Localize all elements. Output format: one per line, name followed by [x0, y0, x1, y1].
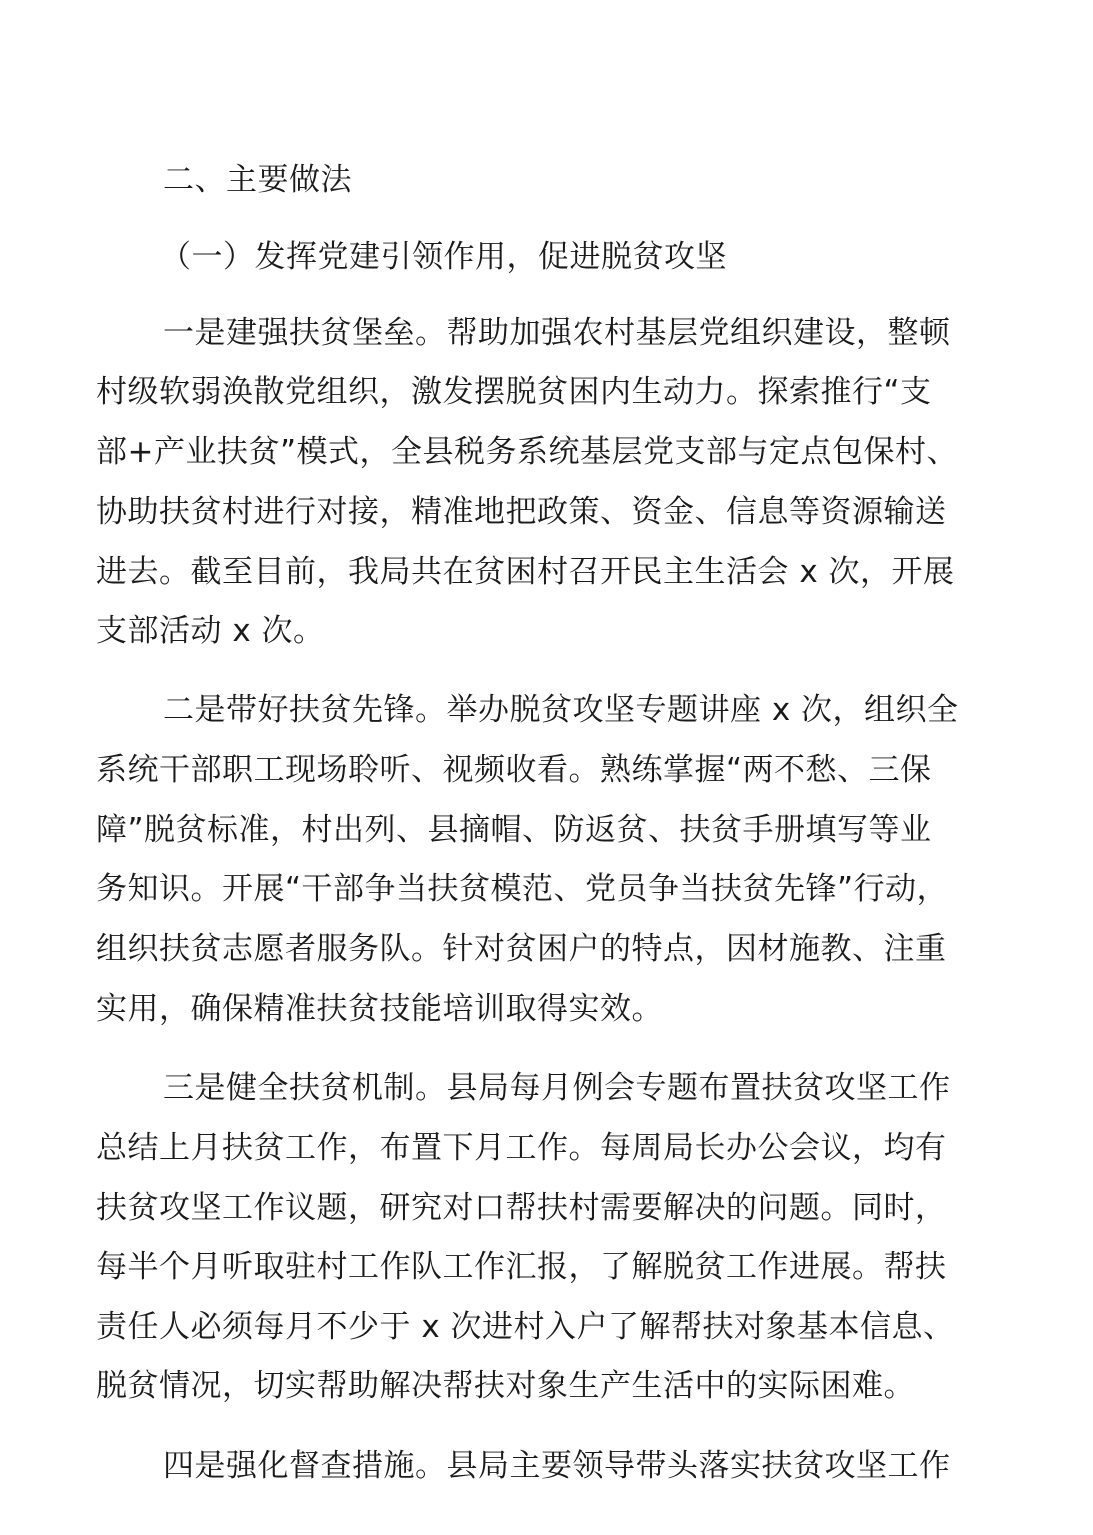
paragraph-line: 部+产业扶贫”模式，全县税务系统基层党支部与定点包保村、: [96, 434, 959, 470]
paragraph-line: 总结上月扶贫工作，布置下月工作。每周局长办公会议，均有: [96, 1130, 947, 1166]
paragraph-line: 二是带好扶贫先锋。举办脱贫攻坚专题讲座 x 次，组织全: [163, 692, 959, 728]
paragraph-line: 三是健全扶贫机制。县局每月例会专题布置扶贫攻坚工作: [163, 1070, 951, 1106]
paragraph-line: 脱贫情况，切实帮助解决帮扶对象生产生活中的实际困难。: [96, 1368, 915, 1404]
paragraph-line: 一是建强扶贫堡垒。帮助加强农村基层党组织建设，整顿: [163, 315, 951, 351]
paragraph-line: 障”脱贫标准，村出列、县摘帽、防返贫、扶贫手册填写等业: [96, 812, 932, 848]
paragraph-line: 系统干部职工现场聆听、视频收看。熟练掌握“两不愁、三保: [96, 752, 932, 788]
subsection-heading: （一）发挥党建引领作用，促进脱贫攻坚: [160, 239, 727, 275]
section-heading: 二、主要做法: [163, 162, 352, 198]
paragraph-line: 责任人必须每月不少于 x 次进村入户了解帮扶对象基本信息、: [96, 1309, 955, 1345]
paragraph-line: 村级软弱涣散党组织，激发摆脱贫困内生动力。探索推行“支: [96, 374, 932, 410]
paragraph-line: 支部活动 x 次。: [96, 613, 325, 649]
paragraph-line: 务知识。开展“干部争当扶贫模范、党员争当扶贫先锋”行动，: [96, 871, 949, 907]
paragraph-line: 四是强化督查措施。县局主要领导带头落实扶贫攻坚工作: [163, 1448, 951, 1484]
paragraph-line: 扶贫攻坚工作议题，研究对口帮扶村需要解决的问题。同时，: [96, 1190, 947, 1226]
paragraph-line: 协助扶贫村进行对接，精准地把政策、资金、信息等资源输送: [96, 494, 947, 530]
paragraph-line: 进去。截至目前，我局共在贫困村召开民主生活会 x 次，开展: [96, 554, 955, 590]
paragraph-line: 每半个月听取驻村工作队工作汇报，了解脱贫工作进展。帮扶: [96, 1249, 947, 1285]
paragraph-line: 组织扶贫志愿者服务队。针对贫困户的特点，因材施教、注重: [96, 931, 947, 967]
paragraph-line: 实用，确保精准扶贫技能培训取得实效。: [96, 991, 663, 1027]
